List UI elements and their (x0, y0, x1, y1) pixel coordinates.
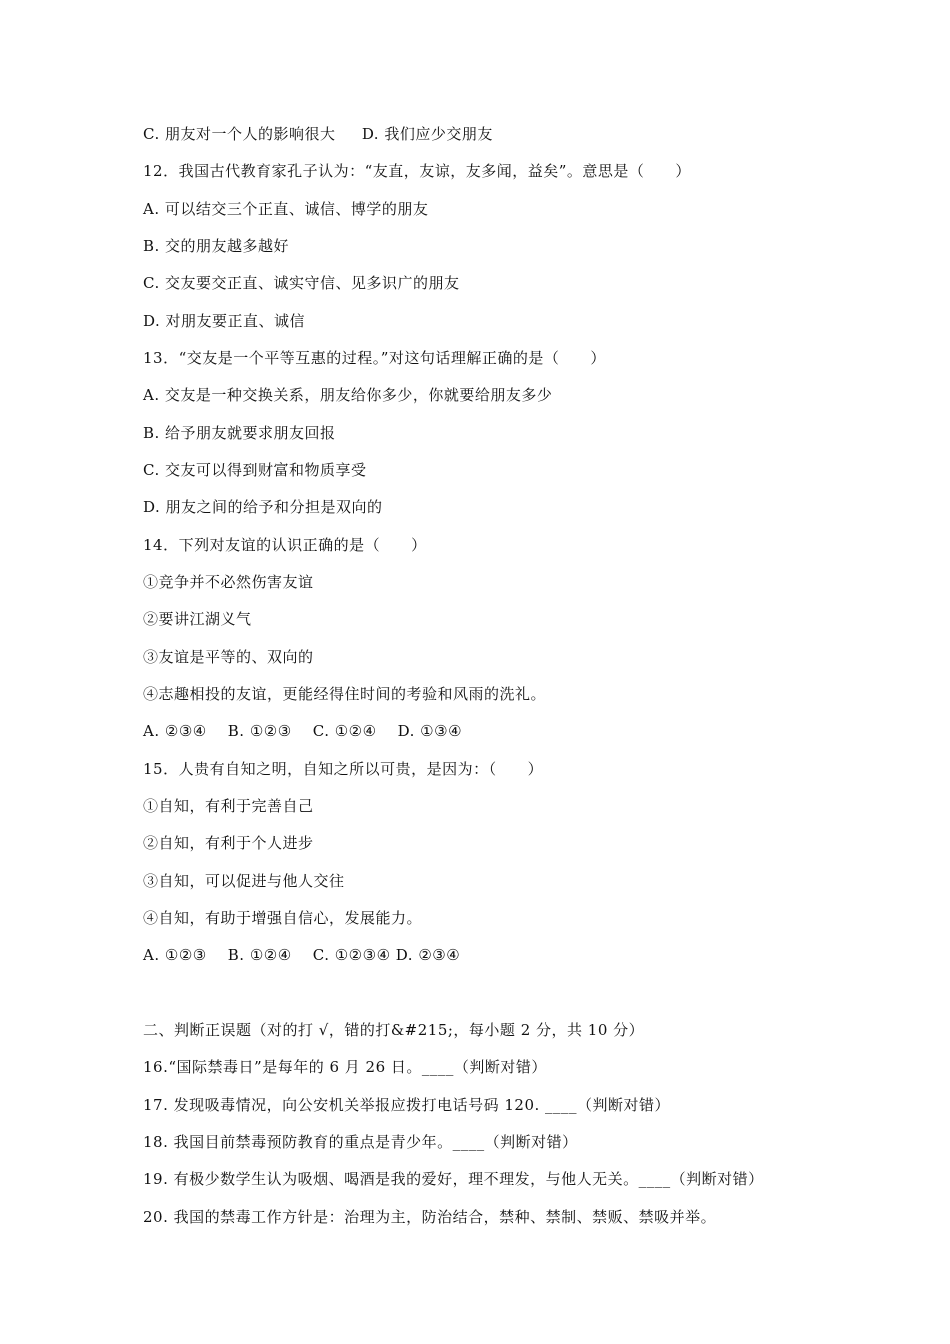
option-line: A. ①②③ B. ①②④ C. ①②③④ D. ②③④ (143, 946, 461, 964)
statement-line: ④自知，有助于增强自信心，发展能力。 (143, 909, 423, 927)
option-line: D. 对朋友要正直、诚信 (143, 312, 306, 330)
question-14: 14．下列对友谊的认识正确的是（ ） (143, 536, 427, 554)
option-line: A. ②③④ B. ①②③ C. ①②④ D. ①③④ (143, 722, 463, 740)
question-18: 18. 我国目前禁毒预防教育的重点是青少年。____（判断对错） (143, 1133, 578, 1151)
statement-line: ③自知，可以促进与他人交往 (143, 872, 345, 890)
question-15: 15．人贵有自知之明，自知之所以可贵，是因为：（ ） (143, 760, 544, 778)
option-line: C. 朋友对一个人的影响很大 D. 我们应少交朋友 (143, 125, 493, 143)
question-13: 13．“交友是一个平等互惠的过程。”对这句话理解正确的是（ ） (143, 349, 606, 367)
option-line: A. 可以结交三个正直、诚信、博学的朋友 (143, 200, 429, 218)
question-19: 19. 有极少数学生认为吸烟、喝酒是我的爱好，理不理发，与他人无关。____（判断对错） (143, 1170, 764, 1188)
option-line: B. 给予朋友就要求朋友回报 (143, 424, 336, 442)
option-line: B. 交的朋友越多越好 (143, 237, 290, 255)
statement-line: ②要讲江湖义气 (143, 610, 252, 628)
statement-line: ①竞争并不必然伤害友谊 (143, 573, 314, 591)
statement-line: ①自知，有利于完善自己 (143, 797, 314, 815)
option-line: D. 朋友之间的给予和分担是双向的 (143, 498, 383, 516)
question-20: 20. 我国的禁毒工作方针是：治理为主，防治结合，禁种、禁制、禁贩、禁吸并举。 (143, 1208, 717, 1226)
option-line: C. 交友要交正直、诚实守信、见多识广的朋友 (143, 274, 460, 292)
statement-line: ④志趣相投的友谊，更能经得住时间的考验和风雨的洗礼。 (143, 685, 547, 703)
question-16: 16.“国际禁毒日”是每年的 6 月 26 日。____（判断对错） (143, 1058, 547, 1076)
option-line: A. 交友是一种交换关系，朋友给你多少，你就要给朋友多少 (143, 386, 553, 404)
statement-line: ②自知，有利于个人进步 (143, 834, 314, 852)
section-heading: 二、判断正误题（对的打 √，错的打&#215;，每小题 2 分，共 10 分） (143, 1021, 645, 1039)
question-12: 12．我国古代教育家孔子认为：“友直，友谅，友多闻，益矣”。意思是（ ） (143, 162, 691, 180)
statement-line: ③友谊是平等的、双向的 (143, 648, 314, 666)
option-line: C. 交友可以得到财富和物质享受 (143, 461, 367, 479)
question-17: 17. 发现吸毒情况，向公安机关举报应拨打电话号码 120. ____（判断对错） (143, 1096, 671, 1114)
